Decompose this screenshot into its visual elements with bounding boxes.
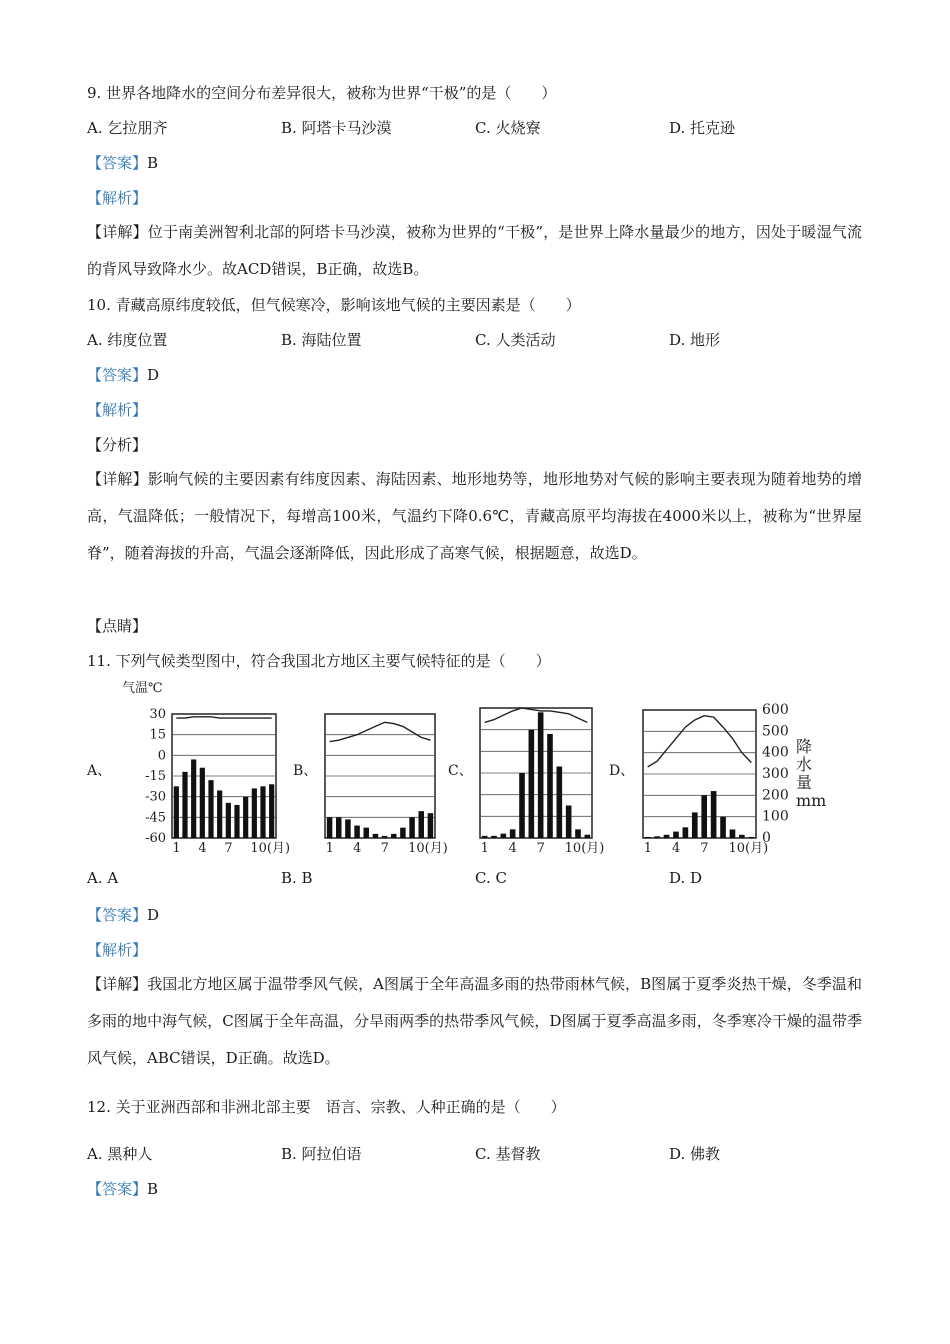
precip-bar [575,829,581,838]
precip-bar [557,767,563,839]
q9-option-a: A. 乞拉朋齐 [87,119,168,137]
precip-bar [748,837,754,838]
y2-tick-label: 400 [762,744,789,761]
chart-label-c: C、 [448,763,473,779]
x-tick-label: 7 [380,841,389,856]
y2-tick-label: 600 [762,702,789,718]
precip-bar [720,817,726,838]
x-tick-label: 4 [198,841,207,856]
precip-bar [382,836,388,838]
answer-value: B [147,1180,159,1198]
precip-bar [364,828,370,838]
precip-bar [182,772,187,838]
precip-bar [345,819,351,838]
precip-bar [336,817,342,838]
temperature-line [330,722,431,741]
precip-bar [711,791,717,838]
precip-bar [482,836,488,838]
x-tick-label: 7 [536,841,545,856]
precip-bar [269,784,274,838]
answer-tag: 【答案】 [87,366,148,384]
q9-stem: 9. 世界各地降水的空间分布差异很大，被称为世界“干极”的是（ ） [87,84,557,102]
precip-bar [529,730,535,838]
x-tick-label: 7 [224,841,233,856]
q12-option-c: C. 基督教 [475,1145,541,1163]
q9-detail: 【详解】位于南美洲智利北部的阿塔卡马沙漠，被称为世界的“干极”，是世界上降水量最少的地方，因处于暖湿气流的背风导致降水少。故ACD错误，B正确，故选B。 [87,223,862,278]
x-tick-label: 4 [353,841,362,856]
q11-detail: 【详解】我国北方地区属于温带季风气候，A图属于全年高温多雨的热带雨林气候，B图属于夏季炎热干燥，冬季温和多雨的地中海气候，C图属于全年高温，分旱雨两季的热带季风气候，D图属于夏季高温多雨，冬季寒冷干燥的温带季风气候，ABC错误，D正确。故选D。 [87,975,862,1067]
chart-label-d: D、 [609,763,635,779]
y2-tick-label: 0 [762,830,771,846]
y-tick-label: 15 [149,727,166,743]
answer-tag: 【答案】 [87,906,148,924]
q12-option-a: A. 黑种人 [87,1145,153,1163]
q10-stem: 10. 青藏高原纬度较低，但气候寒冷，影响该地气候的主要因素是（ ） [87,296,581,314]
precip-bar [391,834,397,838]
q12-answer [87,1178,158,1199]
y-tick-label: -45 [145,810,166,826]
climate-charts [0,670,950,856]
q10-fenxi-tag: 【分析】 [87,436,148,454]
x-tick-label: 1 [325,841,334,856]
precip-bar [208,780,213,838]
x-tick-label: 7 [700,841,709,856]
y2-tick-label: 300 [762,766,789,782]
q10-option-a: A. 纬度位置 [87,331,168,349]
precip-bar [243,797,248,838]
y-tick-label: 30 [149,707,166,722]
q11-option-b: B. B [281,869,313,887]
q10-dianjing-tag: 【点睛】 [87,617,148,635]
q9-option-c: C. 火烧寮 [475,119,541,137]
x-tick-label: 10(月) [728,841,769,856]
precip-bar [226,803,231,838]
precip-bar [174,786,179,838]
y-tick-label: 0 [157,748,166,764]
y2-tick-label: 100 [762,808,789,825]
q11-option-d: D. D [669,869,703,887]
precip-bar [519,773,525,838]
x-tick-label: 4 [508,841,517,856]
q11-analysis-tag: 【解析】 [87,941,148,959]
y2-axis-label-char: 量 [796,773,813,792]
precip-bar [739,835,745,838]
precip-bar [260,786,265,838]
y2-axis-label-char: mm [796,791,827,810]
q10-answer [87,364,159,385]
chart-label-b: B、 [293,763,318,779]
q12-option-b: B. 阿拉伯语 [281,1145,362,1163]
precip-bar [200,768,205,838]
q9-analysis-tag: 【解析】 [87,189,148,207]
precip-bar [409,817,415,838]
precip-bar [654,836,660,838]
precip-bar [234,805,239,838]
precip-bar [664,835,670,838]
y2-axis-label-char: 水 [796,755,813,774]
precip-bar [538,712,544,838]
precip-bar [510,829,516,838]
y-axis-title: 气温℃ [122,681,163,696]
y2-axis-label-char: 降 [796,737,813,756]
precip-bar [692,812,698,838]
precip-bar [373,834,379,838]
answer-value: D [147,366,160,384]
precip-bar [585,835,591,838]
precip-bar [547,734,553,838]
chart-label-a: A、 [87,763,112,779]
y-tick-label: -15 [145,769,166,784]
precip-bar [683,827,689,838]
q10-option-d: D. 地形 [669,331,721,349]
x-tick-label: 1 [480,841,489,856]
precip-bar [428,813,434,838]
precip-bar [730,829,736,838]
x-tick-label: 4 [671,841,681,856]
q10-detail: 【详解】影响气候的主要因素有纬度因素、海陆因素、地形地势等，地形地势对气候的影响主要表现为随着地势的增高，气温降低；一般情况下，每增高100米，气温约下降0.6℃，青藏高原平均海拔在4000米以上，被称为“世界屋脊”，随着海拔的升高，气温会逐渐降低，因此形成了高寒气候，根据题意，故选D。 [87,470,862,562]
answer-value: D [147,906,160,924]
temperature-line [176,717,271,718]
y-tick-label: -60 [145,831,166,846]
q9-option-b: B. 阿塔卡马沙漠 [281,119,392,137]
answer-tag: 【答案】 [87,154,148,172]
precip-bar [566,806,572,839]
precip-bar [645,837,651,838]
precip-bar [501,834,507,838]
x-tick-label: 10(月) [250,841,291,856]
x-tick-label: 1 [643,841,652,856]
q11-answer [87,904,159,925]
precip-bar [354,826,360,838]
q11-stem: 11. 下列气候类型图中，符合我国北方地区主要气候特征的是（ ） [87,652,551,670]
answer-tag: 【答案】 [87,1180,148,1198]
x-tick-label: 1 [172,841,181,856]
x-tick-label: 10(月) [408,841,448,856]
precip-bar [191,759,196,838]
q10-analysis-tag: 【解析】 [87,401,148,419]
y-tick-label: -30 [145,789,166,805]
precip-bar [327,817,333,838]
q12-option-d: D. 佛教 [669,1145,721,1163]
q10-option-c: C. 人类活动 [475,331,556,349]
precip-bar [673,832,679,838]
precip-bar [400,828,406,838]
precip-bar [217,790,222,838]
q10-option-b: B. 海陆位置 [281,331,362,349]
x-tick-label: 10(月) [564,841,605,856]
temperature-line [485,708,588,722]
q12-stem: 12. 关于亚洲西部和非洲北部主要 语言、宗教、人种正确的是（ ） [87,1098,566,1116]
q9-option-d: D. 托克逊 [669,119,736,137]
q9-answer [87,152,158,173]
y2-tick-label: 200 [762,787,789,804]
precip-bar [701,795,707,838]
answer-value: B [147,154,159,172]
y2-tick-label: 500 [762,723,789,740]
precip-bar [491,836,497,838]
precip-bar [419,811,425,838]
q11-option-a: A. A [87,869,119,887]
temperature-line [648,716,752,767]
precip-bar [252,788,257,838]
q11-option-c: C. C [475,869,507,887]
